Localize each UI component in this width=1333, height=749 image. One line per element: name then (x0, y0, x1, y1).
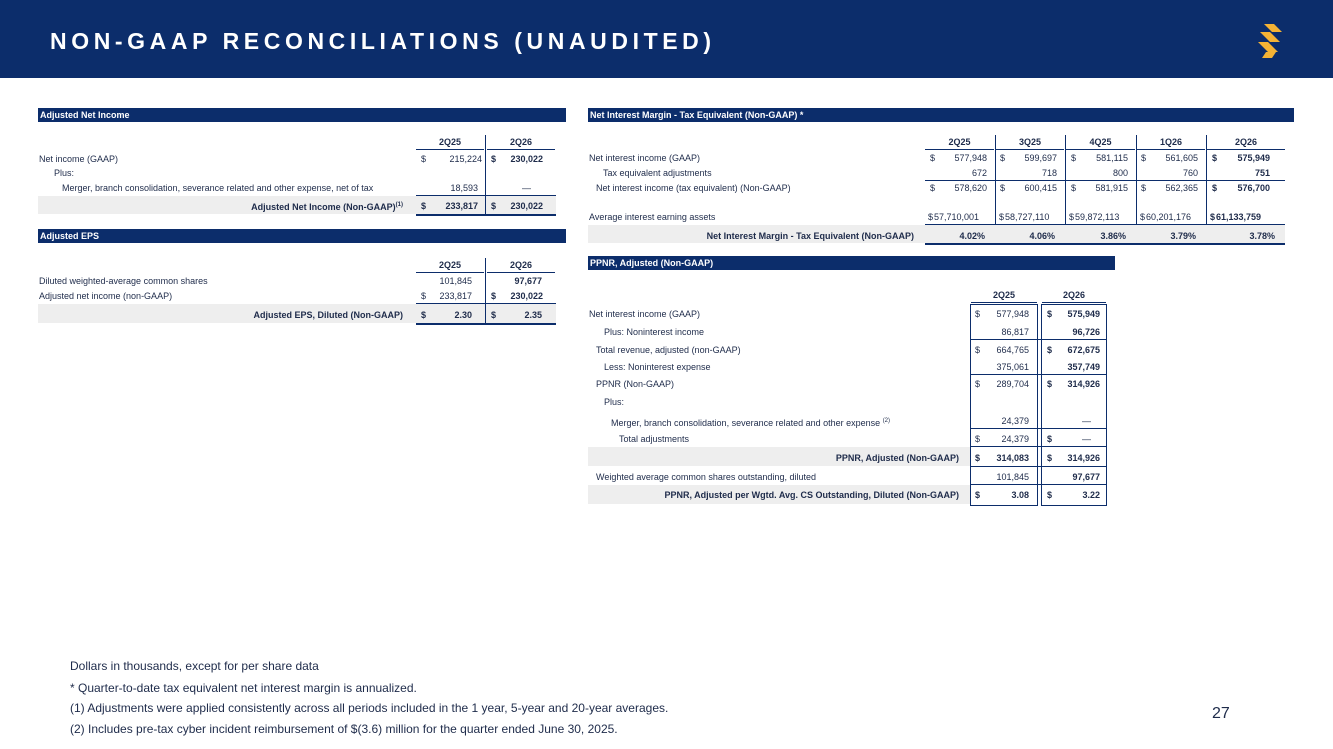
row-label: Tax equivalent adjustments (603, 168, 712, 178)
currency-sign: $ (1141, 183, 1147, 193)
currency-sign: $ (421, 201, 427, 211)
adjusted-net-income-title: Adjusted Net Income (38, 108, 566, 122)
currency-sign: $ (975, 345, 981, 355)
total-value: 314,083 (996, 453, 1029, 463)
row-label: Net interest income (GAAP) (589, 309, 701, 319)
cell-value: 562,365 (1165, 183, 1198, 193)
brand-s-logo-icon (1254, 22, 1286, 60)
row-label: Weighted average common shares outstanding, diluted (596, 472, 816, 482)
total-value: 4.02% (959, 231, 985, 241)
currency-sign: $ (928, 212, 934, 222)
currency-sign: $ (1047, 490, 1053, 500)
total-value: 3.22 (1082, 490, 1100, 500)
total-label: PPNR, Adjusted per Wgtd. Avg. CS Outstanding, Diluted (Non-GAAP) (664, 490, 959, 500)
cell-value: — (1082, 434, 1091, 444)
currency-sign: $ (1210, 212, 1216, 222)
total-value: 314,926 (1067, 453, 1100, 463)
total-value: 2.35 (524, 310, 542, 320)
cell-value: 24,379 (1001, 434, 1029, 444)
cell-value: 61,133,759 (1216, 212, 1262, 222)
column-divider (485, 135, 486, 195)
row-label: Plus: (604, 397, 625, 407)
currency-sign: $ (975, 434, 981, 444)
cell-value: 86,817 (1001, 327, 1029, 337)
currency-sign: $ (999, 212, 1005, 222)
cell-value: 101,845 (996, 472, 1029, 482)
cell-value: 230,022 (510, 291, 543, 301)
currency-sign: $ (975, 379, 981, 389)
cell-value: 289,704 (996, 379, 1029, 389)
cell-value: 314,926 (1067, 379, 1100, 389)
currency-sign: $ (1047, 453, 1053, 463)
row-label: Less: Noninterest expense (604, 362, 711, 372)
footnote-asterisk: * Quarter-to-date tax equivalent net interest margin is annualized. (70, 681, 417, 695)
currency-sign: $ (1047, 434, 1053, 444)
row-label: Diluted weighted-average common shares (39, 276, 208, 286)
cell-value: 18,593 (450, 183, 478, 193)
nim-title: Net Interest Margin - Tax Equivalent (Non-GAAP) * (588, 108, 1294, 122)
cell-value: — (1082, 416, 1091, 426)
page-number: 27 (1212, 705, 1230, 722)
total-value: 3.79% (1170, 231, 1196, 241)
cell-value: 760 (1182, 168, 1198, 178)
header-banner (0, 0, 1333, 78)
cell-value: 600,415 (1024, 183, 1057, 193)
currency-sign: $ (1212, 183, 1218, 193)
row-label: PPNR (Non-GAAP) (596, 379, 675, 389)
total-label: Adjusted EPS, Diluted (Non-GAAP) (253, 310, 403, 320)
footnote-units: Dollars in thousands, except for per share data (70, 659, 319, 673)
column-header: 2Q26 (1207, 135, 1285, 150)
row-label: Merger, branch consolidation, severance related and other expense $^{(2)}$ (611, 418, 891, 428)
cell-value: 97,677 (1072, 472, 1100, 482)
cell-value: 581,915 (1095, 183, 1128, 193)
cell-value: 577,948 (954, 153, 987, 163)
page-title: NON-GAAP RECONCILIATIONS (UNAUDITED) (50, 28, 716, 54)
adjusted-eps-title: Adjusted EPS (38, 229, 566, 243)
column-header: 2Q26 (487, 258, 555, 273)
column-header: 2Q26 (487, 135, 555, 150)
row-label: Adjusted net income (non-GAAP) (39, 291, 173, 301)
column-header: 1Q26 (1137, 135, 1205, 150)
cell-value: 97,677 (514, 276, 542, 286)
cell-value: 672,675 (1067, 345, 1100, 355)
row-label: Net interest income (tax equivalent) (Non-GAAP) (596, 183, 791, 193)
total-value: 2.30 (454, 310, 472, 320)
row-label: Net interest income (GAAP) (589, 153, 701, 163)
cell-value: 575,949 (1067, 309, 1100, 319)
cell-value: 578,620 (954, 183, 987, 193)
cell-value: 672 (971, 168, 987, 178)
column-header: 2Q25 (416, 258, 484, 273)
cell-value: 357,749 (1067, 362, 1100, 372)
currency-sign: $ (421, 310, 427, 320)
total-value: 233,817 (445, 201, 478, 211)
row-label: Total adjustments (619, 434, 690, 444)
total-value: 3.78% (1249, 231, 1275, 241)
row-label: Plus: Noninterest income (604, 327, 705, 337)
total-label: Net Interest Margin - Tax Equivalent (Non-GAAP) (706, 231, 914, 241)
currency-sign: $ (1071, 153, 1077, 163)
currency-sign: $ (491, 201, 497, 211)
row-label: Total revenue, adjusted (non-GAAP) (596, 345, 741, 355)
currency-sign: $ (1000, 183, 1006, 193)
currency-sign: $ (1141, 153, 1147, 163)
total-value: 230,022 (510, 201, 543, 211)
total-value: 3.86% (1100, 231, 1126, 241)
ppnr-title: PPNR, Adjusted (Non-GAAP) (588, 256, 1115, 270)
currency-sign: $ (491, 310, 497, 320)
footnote-2: (2) Includes pre-tax cyber incident reimbursement of $(3.6) million for the quarter ended June 30, 2025. (70, 722, 618, 736)
cell-value: 800 (1112, 168, 1128, 178)
row-label: Plus: (54, 168, 75, 178)
currency-sign: $ (421, 291, 427, 301)
cell-value: 751 (1254, 168, 1270, 178)
currency-sign: $ (421, 154, 427, 164)
currency-sign: $ (491, 291, 497, 301)
cell-value: 215,224 (449, 154, 482, 164)
cell-value: 230,022 (510, 154, 543, 164)
row-label: Average interest earning assets (589, 212, 716, 222)
cell-value: 576,700 (1237, 183, 1270, 193)
cell-value: 101,845 (439, 276, 472, 286)
currency-sign: $ (930, 153, 936, 163)
column-header: 2Q26 (1042, 288, 1106, 303)
row-label: Net income (GAAP) (39, 154, 119, 164)
cell-value: 581,115 (1096, 153, 1128, 163)
column-header: 2Q25 (925, 135, 994, 150)
column-header: 2Q25 (971, 288, 1037, 303)
currency-sign: $ (1071, 183, 1077, 193)
total-label: Adjusted Net Income (Non-GAAP)$^{(1)}$ (251, 202, 403, 212)
currency-sign: $ (975, 309, 981, 319)
currency-sign: $ (1212, 153, 1218, 163)
cell-value: 375,061 (996, 362, 1029, 372)
cell-value: 599,697 (1024, 153, 1057, 163)
footnote-1: (1) Adjustments were applied consistently across all periods included in the 1 year, 5-year and 20-year averages. (70, 701, 669, 715)
currency-sign: $ (1047, 345, 1053, 355)
cell-value: 577,948 (996, 309, 1029, 319)
currency-sign: $ (1047, 379, 1053, 389)
cell-value: 575,949 (1237, 153, 1270, 163)
cell-value: 561,605 (1165, 153, 1198, 163)
currency-sign: $ (1069, 212, 1075, 222)
column-header: 3Q25 (996, 135, 1064, 150)
cell-value: 233,817 (439, 291, 472, 301)
column-header: 2Q25 (416, 135, 484, 150)
total-label: PPNR, Adjusted (Non-GAAP) (835, 453, 959, 463)
currency-sign: $ (1000, 153, 1006, 163)
cell-value: 57,710,001 (934, 212, 980, 222)
cell-value: 58,727,110 (1005, 212, 1050, 222)
cell-value: 24,379 (1001, 416, 1029, 426)
currency-sign: $ (975, 453, 981, 463)
total-value: 3.08 (1011, 490, 1029, 500)
column-header: 4Q25 (1066, 135, 1135, 150)
total-value: 4.06% (1029, 231, 1055, 241)
cell-value: 664,765 (996, 345, 1029, 355)
currency-sign: $ (930, 183, 936, 193)
cell-value: 59,872,113 (1075, 212, 1120, 222)
currency-sign: $ (975, 490, 981, 500)
cell-value: 96,726 (1072, 327, 1100, 337)
currency-sign: $ (491, 154, 497, 164)
cell-value: 718 (1041, 168, 1057, 178)
currency-sign: $ (1140, 212, 1146, 222)
cell-value: 60,201,176 (1146, 212, 1192, 222)
cell-value: — (522, 183, 531, 193)
currency-sign: $ (1047, 309, 1053, 319)
row-label: Merger, branch consolidation, severance related and other expense, net of tax (62, 183, 374, 193)
